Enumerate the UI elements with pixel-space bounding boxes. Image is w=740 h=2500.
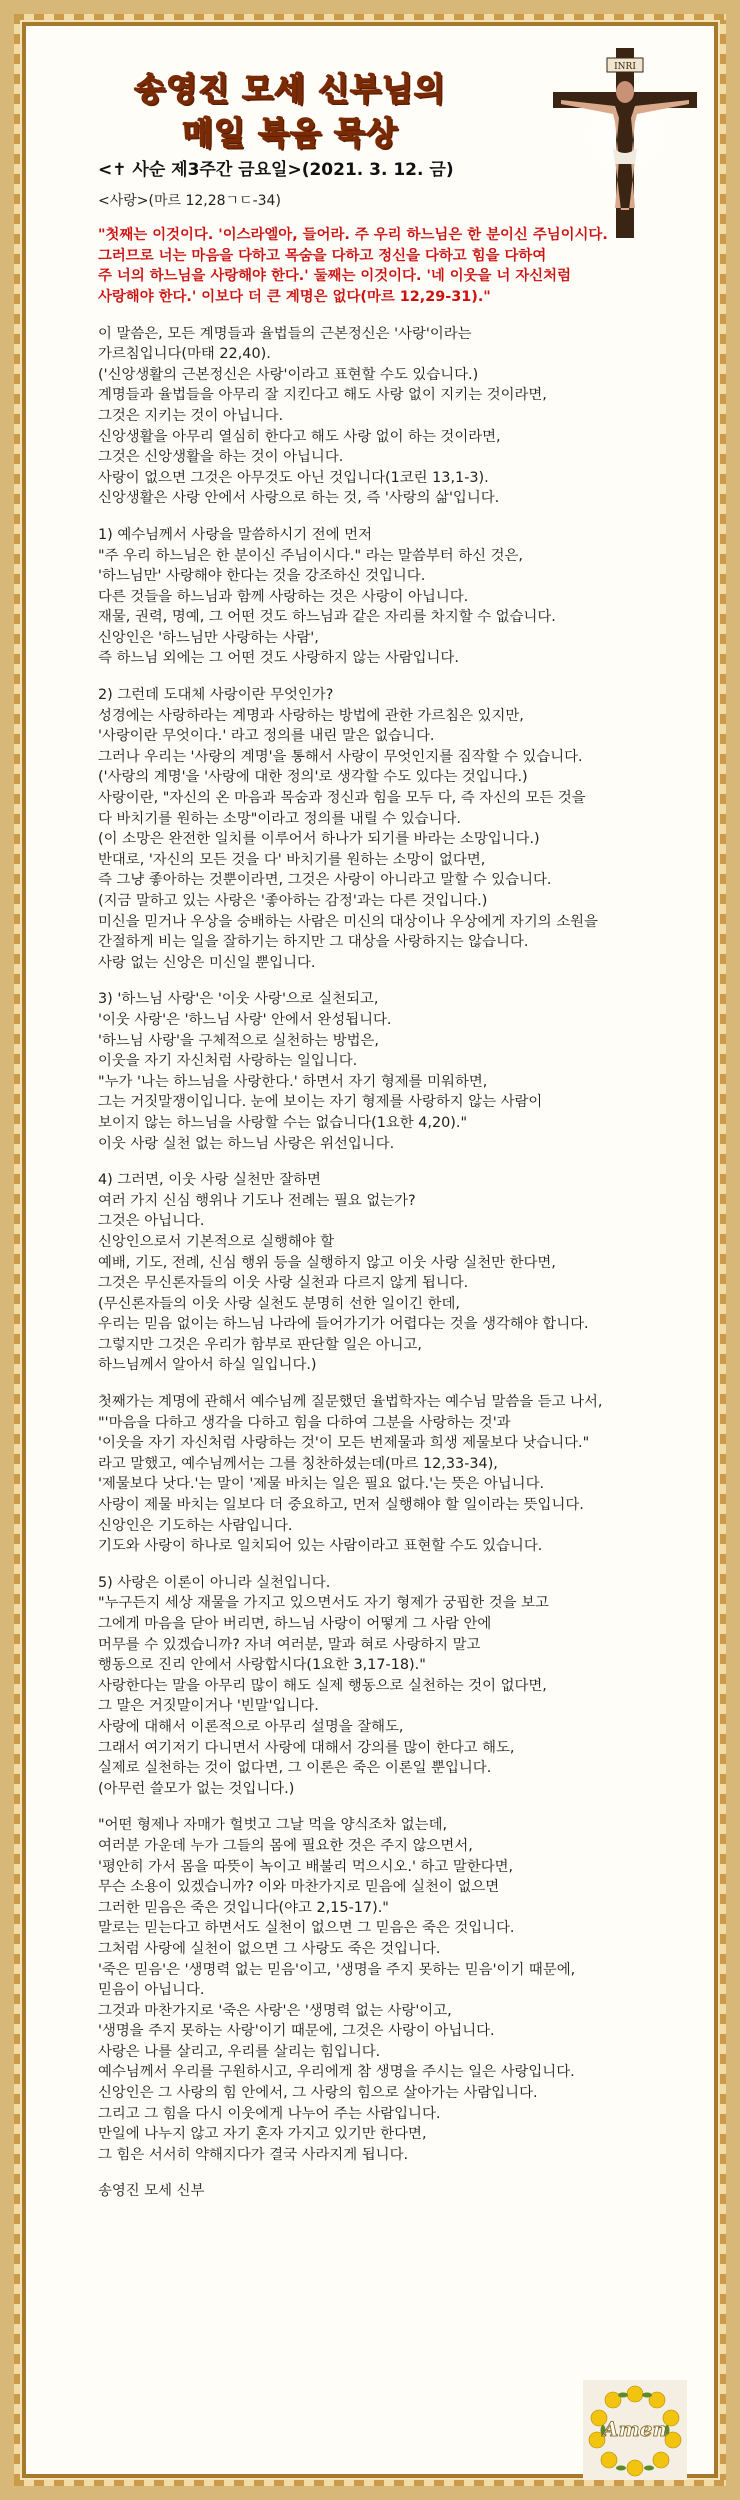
paragraph-line: 그것은 신앙생활을 하는 것이 아닙니다. <box>98 449 344 466</box>
paragraph-line: 그것과 마찬가지로 '죽은 사랑'은 '생명력 없는 사랑'이고, <box>98 2002 452 2019</box>
paragraph-line: 가르침입니다(마태 22,40). <box>98 346 271 363</box>
paragraph-line: 이웃을 자기 자신처럼 사랑하는 일입니다. <box>98 1053 358 1070</box>
paragraph-line: 즉 하느님 외에는 그 어떤 것도 사랑하지 않는 사람입니다. <box>98 650 459 667</box>
paragraph <box>98 1392 673 1557</box>
paragraph-line: '평안히 가서 몸을 따뜻이 녹이고 배불리 먹으시오.' 하고 말한다면, <box>98 1858 514 1875</box>
paragraph-line: 그것은 지키는 것이 아닙니다. <box>98 407 284 424</box>
scripture-quote <box>98 225 673 307</box>
paragraph-line: "'마음을 다하고 생각을 다하고 힘을 다하여 그분을 사랑하는 것'과 <box>98 1414 511 1431</box>
paragraph-line: (아무런 쓸모가 없는 것입니다.) <box>98 1780 295 1797</box>
paragraph <box>98 1815 673 2165</box>
meditation-content <box>98 160 673 2202</box>
paragraph-line: (이 소망은 완전한 일치를 이루어서 하나가 되기를 바라는 소망입니다.) <box>98 831 540 848</box>
quote-line: "첫째는 이것이다. '이스라엘아, 들어라. 주 우리 하느님은 한 분이신 주님이시다. <box>98 227 608 244</box>
paragraph-line: '이웃 사랑'은 '하느님 사랑' 안에서 완성됩니다. <box>98 1011 392 1028</box>
paragraph-line: 라고 말했고, 예수님께서는 그를 칭찬하셨는데(마르 12,33-34), <box>98 1455 498 1472</box>
paragraph <box>98 1573 673 1800</box>
paragraph-line: '죽은 믿음'은 '생명력 없는 믿음'이고, '생명을 주지 못하는 믿음'이기 때문에, <box>98 1961 576 1978</box>
paragraph-line: 즉 그냥 좋아하는 것뿐이라면, 그것은 사랑이 아니라고 말할 수 있습니다. <box>98 872 552 889</box>
paragraph-line: 신앙인은 그 사랑의 힘 안에서, 그 사랑의 힘으로 살아가는 사람입니다. <box>98 2085 538 2102</box>
page-title-line2: 매일 복음 묵상 <box>182 114 398 152</box>
paragraph-line: "주 우리 하느님은 한 분이신 주님이시다." 라는 말씀부터 하신 것은, <box>98 547 523 564</box>
paragraph-line: 그것은 아닙니다. <box>98 1213 205 1230</box>
paragraph-list <box>98 324 673 2166</box>
paragraph-line: "어떤 형제나 자매가 헐벗고 그날 먹을 양식조차 없는데, <box>98 1817 448 1834</box>
frame-right-ornament <box>720 14 726 2486</box>
paragraph-line: 성경에는 사랑하라는 계명과 사랑하는 방법에 관한 가르침은 있지만, <box>98 707 524 724</box>
paragraph-line: 그것은 무신론자들의 이웃 사랑 실천과 다르지 않게 됩니다. <box>98 1275 469 1292</box>
paragraph-line: 사랑이 없으면 그것은 아무것도 아닌 것입니다(1코린 13,1-3). <box>98 469 489 486</box>
paragraph-line: 1) 예수님께서 사랑을 말씀하시기 전에 먼저 <box>98 526 372 543</box>
paragraph-line: 사랑에 대해서 이론적으로 아무리 설명을 잘해도, <box>98 1718 404 1735</box>
paragraph-line: 여러 가지 신심 행위나 기도나 전례는 필요 없는가? <box>98 1192 416 1209</box>
quote-line: 주 너의 하느님을 사랑해야 한다.' 둘째는 이것이다. '네 이웃을 너 자신처럼 <box>98 268 571 285</box>
paragraph <box>98 685 673 973</box>
paragraph-line: 사랑한다는 말을 아무리 많이 해도 실제 행동으로 실천하는 것이 없다면, <box>98 1677 547 1694</box>
paragraph-line: 예배, 기도, 전례, 신심 행위 등을 실행하지 않고 이웃 사랑 실천만 한다면, <box>98 1254 556 1271</box>
paragraph-line: 미신을 믿거나 우상을 숭배하는 사람은 미신의 대상이나 우상에게 자기의 소원을 <box>98 913 598 930</box>
paragraph-line: ('사랑의 계명'을 '사랑에 대한 정의'로 생각할 수도 있다는 것입니다.) <box>98 769 528 786</box>
paragraph-line: 신앙인은 기도하는 사람입니다. <box>98 1517 293 1534</box>
frame-left-ornament <box>14 14 20 2486</box>
paragraph-line: '이웃을 자기 자신처럼 사랑하는 것'이 모든 번제물과 희생 제물보다 낫습니다." <box>98 1435 590 1452</box>
page-title-line1: 송영진 모세 신부님의 <box>134 70 446 108</box>
paragraph-line: 그러한 믿음은 죽은 것입니다(야고 2,15-17)." <box>98 1899 389 1916</box>
paragraph-line: 행동으로 진리 안에서 사랑합시다(1요한 3,17-18)." <box>98 1657 426 1674</box>
paragraph-line: '사랑이란 무엇이다.' 라고 정의를 내린 말은 없습니다. <box>98 728 435 745</box>
paragraph-line: "누구든지 세상 재물을 가지고 있으면서도 자기 형제가 궁핍한 것을 보고 <box>98 1595 549 1612</box>
paragraph <box>98 324 673 509</box>
amen-text: Amen <box>603 2417 667 2441</box>
paragraph-line: 무슨 소용이 있겠습니까? 이와 마찬가지로 믿음에 실천이 없으면 <box>98 1879 500 1896</box>
paragraph-line: 반대로, '자신의 모든 것을 다' 바치기를 원하는 소망이 없다면, <box>98 851 486 868</box>
paragraph-line: 다른 것들을 하느님과 함께 사랑하는 것은 사랑이 아닙니다. <box>98 588 469 605</box>
quote-line: 그러므로 너는 마음을 다하고 목숨을 다하고 정신을 다하고 힘을 다하여 <box>98 247 547 264</box>
paragraph-line: "누가 '나는 하느님을 사랑한다.' 하면서 자기 형제를 미워하면, <box>98 1073 488 1090</box>
inri-label: INRI <box>614 62 636 72</box>
paragraph-line: 이 말씀은, 모든 계명들과 율법들의 근본정신은 '사랑'이라는 <box>98 325 472 342</box>
author-signature: 송영진 모세 신부 <box>98 2183 205 2200</box>
paragraph-line: 3) '하느님 사랑'은 '이웃 사랑'으로 실천되고, <box>98 991 379 1008</box>
paragraph-line: 말로는 믿는다고 하면서도 실천이 없으면 그 믿음은 죽은 것입니다. <box>98 1920 515 1937</box>
paragraph-line: 신앙생활을 아무리 열심히 한다고 해도 사랑 없이 하는 것이라면, <box>98 428 501 445</box>
paragraph-line: ('신앙생활의 근본정신은 사랑'이라고 표현할 수도 있습니다.) <box>98 366 479 383</box>
paragraph <box>98 989 673 1154</box>
paragraph-line: 그러나 우리는 '사랑의 계명'을 통해서 사랑이 무엇인지를 짐작할 수 있습니다. <box>98 748 583 765</box>
paragraph-line: 신앙생활은 사랑 안에서 사랑으로 하는 것, 즉 '사랑의 삶'입니다. <box>98 490 500 507</box>
paragraph-line: 기도와 사랑이 하나로 일치되어 있는 사람이라고 표현할 수도 있습니다. <box>98 1538 543 1555</box>
paragraph-line: 다 바치기를 원하는 소망"이라고 정의를 내릴 수 있습니다. <box>98 810 461 827</box>
paragraph-line: 간절하게 비는 일을 잘하기는 하지만 그 대상을 사랑하지는 않습니다. <box>98 934 529 951</box>
paragraph-line: 여러분 가운데 누가 그들의 몸에 필요한 것은 주지 않으면서, <box>98 1837 473 1854</box>
paragraph-line: 우리는 믿음 없이는 하느님 나라에 들어가기가 어렵다는 것을 생각해야 합니다. <box>98 1316 589 1333</box>
amen-wreath-icon <box>583 2380 687 2480</box>
date-heading: <✝ 사순 제3주간 금요일>(2021. 3. 12. 금) <box>98 160 454 180</box>
paragraph-line: 사랑은 나를 살리고, 우리를 살리는 힘입니다. <box>98 2043 381 2060</box>
frame-top-ornament <box>14 14 726 20</box>
paragraph-line: '생명을 주지 못하는 사랑'이기 때문에, 그것은 사랑이 아닙니다. <box>98 2023 495 2040</box>
paragraph-line: '하느님 사랑'을 구체적으로 실천하는 방법은, <box>98 1032 380 1049</box>
frame-bottom-ornament <box>14 2480 726 2486</box>
paragraph-line: '하느님만' 사랑해야 한다는 것을 강조하신 것입니다. <box>98 568 426 585</box>
paragraph-line: 재물, 권력, 명예, 그 어떤 것도 하느님과 같은 자리를 차지할 수 없습니다. <box>98 609 556 626</box>
paragraph-line: 만일에 나누지 않고 자기 혼자 가지고 있기만 한다면, <box>98 2126 427 2143</box>
paragraph-line: 신앙인으로서 기본적으로 실행해야 할 <box>98 1233 335 1250</box>
quote-line: 사랑해야 한다.' 이보다 더 큰 계명은 없다(마르 12,29-31)." <box>98 288 491 305</box>
paragraph-line: 사랑이란, "자신의 온 마음과 목숨과 정신과 힘을 모두 다, 즉 자신의 모든 것을 <box>98 790 586 807</box>
paragraph-line: 머무를 수 있겠습니까? 자녀 여러분, 말과 혀로 사랑하지 말고 <box>98 1636 481 1653</box>
paragraph-line: 그는 거짓말쟁이입니다. 눈에 보이는 자기 형제를 사랑하지 않는 사람이 <box>98 1094 543 1111</box>
scripture-reference: <사랑>(마르 12,28ㄱㄷ-34) <box>98 192 281 209</box>
paragraph-line: 사랑 없는 신앙은 미신일 뿐입니다. <box>98 954 316 971</box>
paragraph-line: 2) 그런데 도대체 사랑이란 무엇인가? <box>98 687 334 704</box>
paragraph-line: 그 힘은 서서히 약해지다가 결국 사라지게 됩니다. <box>98 2146 409 2163</box>
paragraph-line: 신앙인은 '하느님만 사랑하는 사람', <box>98 629 319 646</box>
paragraph <box>98 525 673 669</box>
paragraph-line: 이웃 사랑 실천 없는 하느님 사랑은 위선입니다. <box>98 1135 395 1152</box>
paragraph-line: 5) 사랑은 이론이 아니라 실천입니다. <box>98 1574 331 1591</box>
paragraph-line: 그래서 여기저기 다니면서 사랑에 대해서 강의를 많이 한다고 해도, <box>98 1739 515 1756</box>
paragraph-line: 계명들과 율법들을 아무리 잘 지킨다고 해도 사랑 없이 지키는 것이라면, <box>98 387 547 404</box>
paragraph-line: 그 말은 거짓말이거나 '빈말'입니다. <box>98 1698 319 1715</box>
paragraph-line: 사랑이 제물 바치는 일보다 더 중요하고, 먼저 실행해야 할 일이라는 뜻입니다. <box>98 1497 584 1514</box>
paragraph-line: (지금 말하고 있는 사랑은 '좋아하는 감정'과는 다른 것입니다.) <box>98 893 488 909</box>
paragraph-line: 예수님께서 우리를 구원하시고, 우리에게 참 생명을 주시는 일은 사랑입니다. <box>98 2064 575 2081</box>
paragraph-line: 하느님께서 알아서 하실 일입니다.) <box>98 1357 317 1374</box>
paragraph-line: 보이지 않는 하느님을 사랑할 수는 없습니다(1요한 4,20)." <box>98 1114 468 1131</box>
paragraph-line: 믿음이 아닙니다. <box>98 1982 205 1999</box>
paragraph-line: 그렇지만 그것은 우리가 함부로 판단할 일은 아니고, <box>98 1336 422 1353</box>
paragraph-line: 그처럼 사랑에 실천이 없으면 그 사랑도 죽은 것입니다. <box>98 1940 441 1957</box>
paragraph-line: 그리고 그 힘을 다시 이웃에게 나누어 주는 사람입니다. <box>98 2105 441 2122</box>
paragraph-line: (무신론자들의 이웃 사랑 실천도 분명히 선한 일이긴 한데, <box>98 1295 460 1312</box>
paragraph <box>98 1170 673 1376</box>
paragraph-line: 4) 그러면, 이웃 사랑 실천만 잘하면 <box>98 1172 321 1189</box>
paragraph-line: 실제로 실천하는 것이 없다면, 그 이론은 죽은 이론일 뿐입니다. <box>98 1760 492 1777</box>
paragraph-line: 그에게 마음을 닫아 버리면, 하느님 사랑이 어떻게 그 사람 안에 <box>98 1616 492 1632</box>
paragraph-line: '제물보다 낫다.'는 말이 '제물 바치는 일은 필요 없다.'는 뜻은 아닙니다. <box>98 1476 545 1493</box>
paragraph-line: 첫째가는 계명에 관해서 예수님께 질문했던 율법학자는 예수님 말씀을 듣고 나서, <box>98 1394 603 1411</box>
